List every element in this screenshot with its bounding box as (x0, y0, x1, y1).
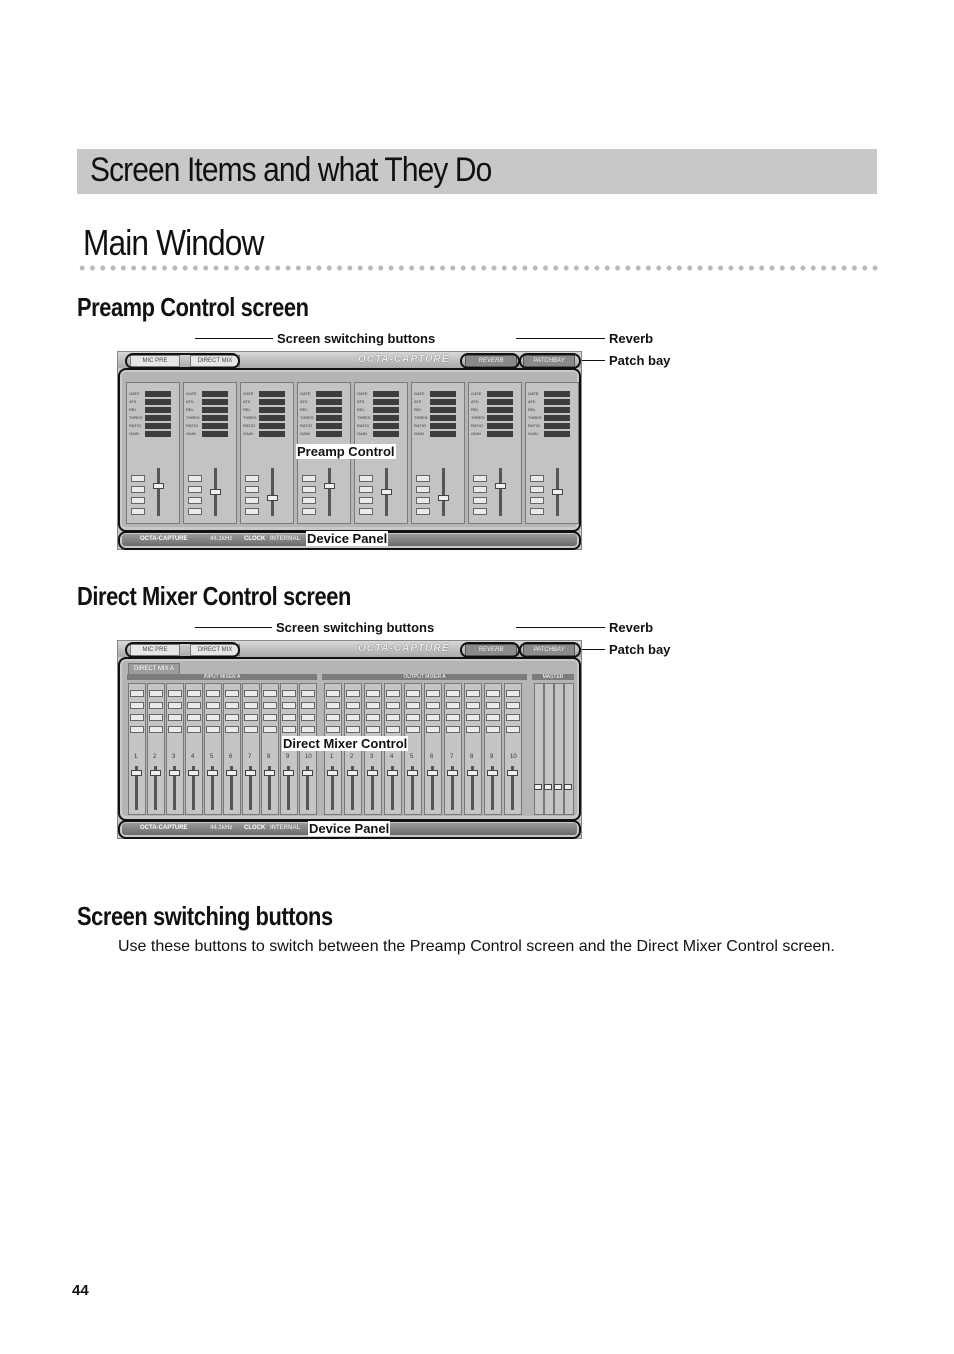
switch-buttons-outline (125, 642, 240, 658)
channel-number: 2 (153, 754, 157, 760)
reverb-button[interactable]: REVERB (465, 644, 517, 656)
param-label: GATE (129, 391, 140, 396)
channel-number: 3 (172, 754, 176, 760)
param-label: GATE (186, 391, 197, 396)
param-label: ATK (414, 399, 422, 404)
param-label: THRES (129, 415, 143, 420)
sample-rate: 44.1kHz (210, 536, 233, 542)
param-label: ATK (357, 399, 365, 404)
channel-number: 10 (305, 754, 312, 760)
param-label: THRES (186, 415, 200, 420)
clock-label: CLOCK (244, 825, 266, 831)
device-name: OCTA-CAPTURE (140, 825, 188, 831)
param-label: GAIN (129, 431, 139, 436)
direct-mix-tab[interactable]: DIRECT MIX (190, 644, 240, 656)
mixer-device-callout: Device Panel (309, 821, 390, 836)
param-label: ATK (129, 399, 137, 404)
section-banner (77, 149, 877, 194)
param-label: ATK (243, 399, 251, 404)
input-mixer-header: INPUT MIXER A (127, 674, 317, 680)
channel-number: 3 (370, 754, 374, 760)
switching-description: Use these buttons to switch between the Preamp Control screen and the Direct Mixer Control screen. (118, 938, 835, 955)
page-number: 44 (72, 1282, 89, 1299)
device-name: OCTA-CAPTURE (140, 536, 188, 542)
preamp-heading: Preamp Control screen (77, 292, 309, 322)
param-label: RATIO (300, 423, 312, 428)
clock-value: INTERNAL (270, 825, 301, 831)
param-label: RATIO (186, 423, 198, 428)
channel-number: 7 (248, 754, 252, 760)
param-label: GAIN (186, 431, 196, 436)
param-label: RATIO (528, 423, 540, 428)
param-label: THRES (243, 415, 257, 420)
leader-line (195, 338, 273, 339)
channel-number: 4 (390, 754, 394, 760)
preamp-control-callout: Preamp Control (297, 444, 395, 459)
channel-number: 7 (450, 754, 454, 760)
reverb-outline (460, 642, 520, 658)
param-label: GATE (357, 391, 368, 396)
param-label: GATE (414, 391, 425, 396)
param-label: REL (129, 407, 137, 412)
param-label: REL (471, 407, 479, 412)
mixer-switch-callout: Screen switching buttons (276, 620, 435, 635)
param-label: THRES (357, 415, 371, 420)
patchbay-button[interactable]: PATCHBAY (523, 644, 575, 656)
clock-value: INTERNAL (270, 536, 301, 542)
channel-number: 8 (267, 754, 271, 760)
mic-pre-tab[interactable]: MIC PRE (130, 644, 180, 656)
channel-number: 5 (210, 754, 214, 760)
channel-number: 9 (490, 754, 494, 760)
leader-line (578, 649, 605, 650)
channel-number: 1 (134, 754, 138, 760)
direct-mix-a-tab[interactable]: DIRECT MIX A (128, 663, 180, 675)
preamp-reverb-callout: Reverb (609, 331, 654, 346)
mixer-patchbay-callout: Patch bay (609, 642, 671, 657)
switch-buttons-outline (125, 353, 240, 369)
leader-line (195, 627, 272, 628)
param-label: GAIN (243, 431, 253, 436)
preamp-device-callout: Device Panel (307, 531, 388, 546)
param-label: GAIN (471, 431, 481, 436)
param-label: ATK (528, 399, 536, 404)
param-label: GAIN (528, 431, 538, 436)
leader-line (516, 338, 605, 339)
param-label: REL (528, 407, 536, 412)
mic-pre-tab[interactable]: MIC PRE (130, 355, 180, 367)
param-label: GATE (471, 391, 482, 396)
master-header: MASTER (532, 674, 574, 680)
reverb-button[interactable]: REVERB (465, 355, 517, 367)
preamp-patchbay-callout: Patch bay (609, 353, 671, 368)
param-label: RATIO (414, 423, 426, 428)
param-label: GATE (243, 391, 254, 396)
channel-number: 6 (430, 754, 434, 760)
preamp-switch-callout: Screen switching buttons (277, 331, 436, 346)
channel-number: 2 (350, 754, 354, 760)
patchbay-outline (519, 353, 581, 369)
patchbay-button[interactable]: PATCHBAY (523, 355, 575, 367)
output-mixer-header: OUTPUT MIXER A (322, 674, 527, 680)
param-label: GATE (300, 391, 311, 396)
param-label: RATIO (357, 423, 369, 428)
channel-number: 10 (510, 754, 517, 760)
banner-title: Screen Items and what They Do (90, 151, 492, 189)
channel-number: 6 (229, 754, 233, 760)
sample-rate: 44.1kHz (210, 825, 233, 831)
channel-number: 4 (191, 754, 195, 760)
mixer-reverb-callout: Reverb (609, 620, 654, 635)
param-label: REL (414, 407, 422, 412)
param-label: ATK (300, 399, 308, 404)
channel-number: 1 (330, 754, 334, 760)
channel-number: 5 (410, 754, 414, 760)
param-label: THRES (300, 415, 314, 420)
param-label: ATK (471, 399, 479, 404)
main-heading: Main Window (83, 222, 264, 263)
param-label: RATIO (243, 423, 255, 428)
direct-mix-tab[interactable]: DIRECT MIX (190, 355, 240, 367)
reverb-outline (460, 353, 520, 369)
switching-heading: Screen switching buttons (77, 901, 333, 931)
brand-logo: OCTA-CAPTURE (358, 354, 450, 365)
channel-number: 9 (286, 754, 290, 760)
param-label: THRES (471, 415, 485, 420)
param-label: ATK (186, 399, 194, 404)
leader-line (516, 627, 605, 628)
leader-line (578, 360, 605, 361)
channel-number: 8 (470, 754, 474, 760)
mixer-heading: Direct Mixer Control screen (77, 581, 351, 611)
clock-label: CLOCK (244, 536, 266, 542)
param-label: REL (186, 407, 194, 412)
brand-logo: OCTA-CAPTURE (358, 643, 450, 654)
param-label: REL (357, 407, 365, 412)
param-label: RATIO (471, 423, 483, 428)
param-label: GAIN (414, 431, 424, 436)
dotted-divider (77, 264, 879, 272)
mixer-control-callout: Direct Mixer Control (283, 736, 408, 751)
param-label: THRES (528, 415, 542, 420)
param-label: REL (243, 407, 251, 412)
param-label: THRES (414, 415, 428, 420)
param-label: GAIN (300, 431, 310, 436)
param-label: GAIN (357, 431, 367, 436)
param-label: REL (300, 407, 308, 412)
param-label: RATIO (129, 423, 141, 428)
patchbay-outline (519, 642, 581, 658)
param-label: GATE (528, 391, 539, 396)
